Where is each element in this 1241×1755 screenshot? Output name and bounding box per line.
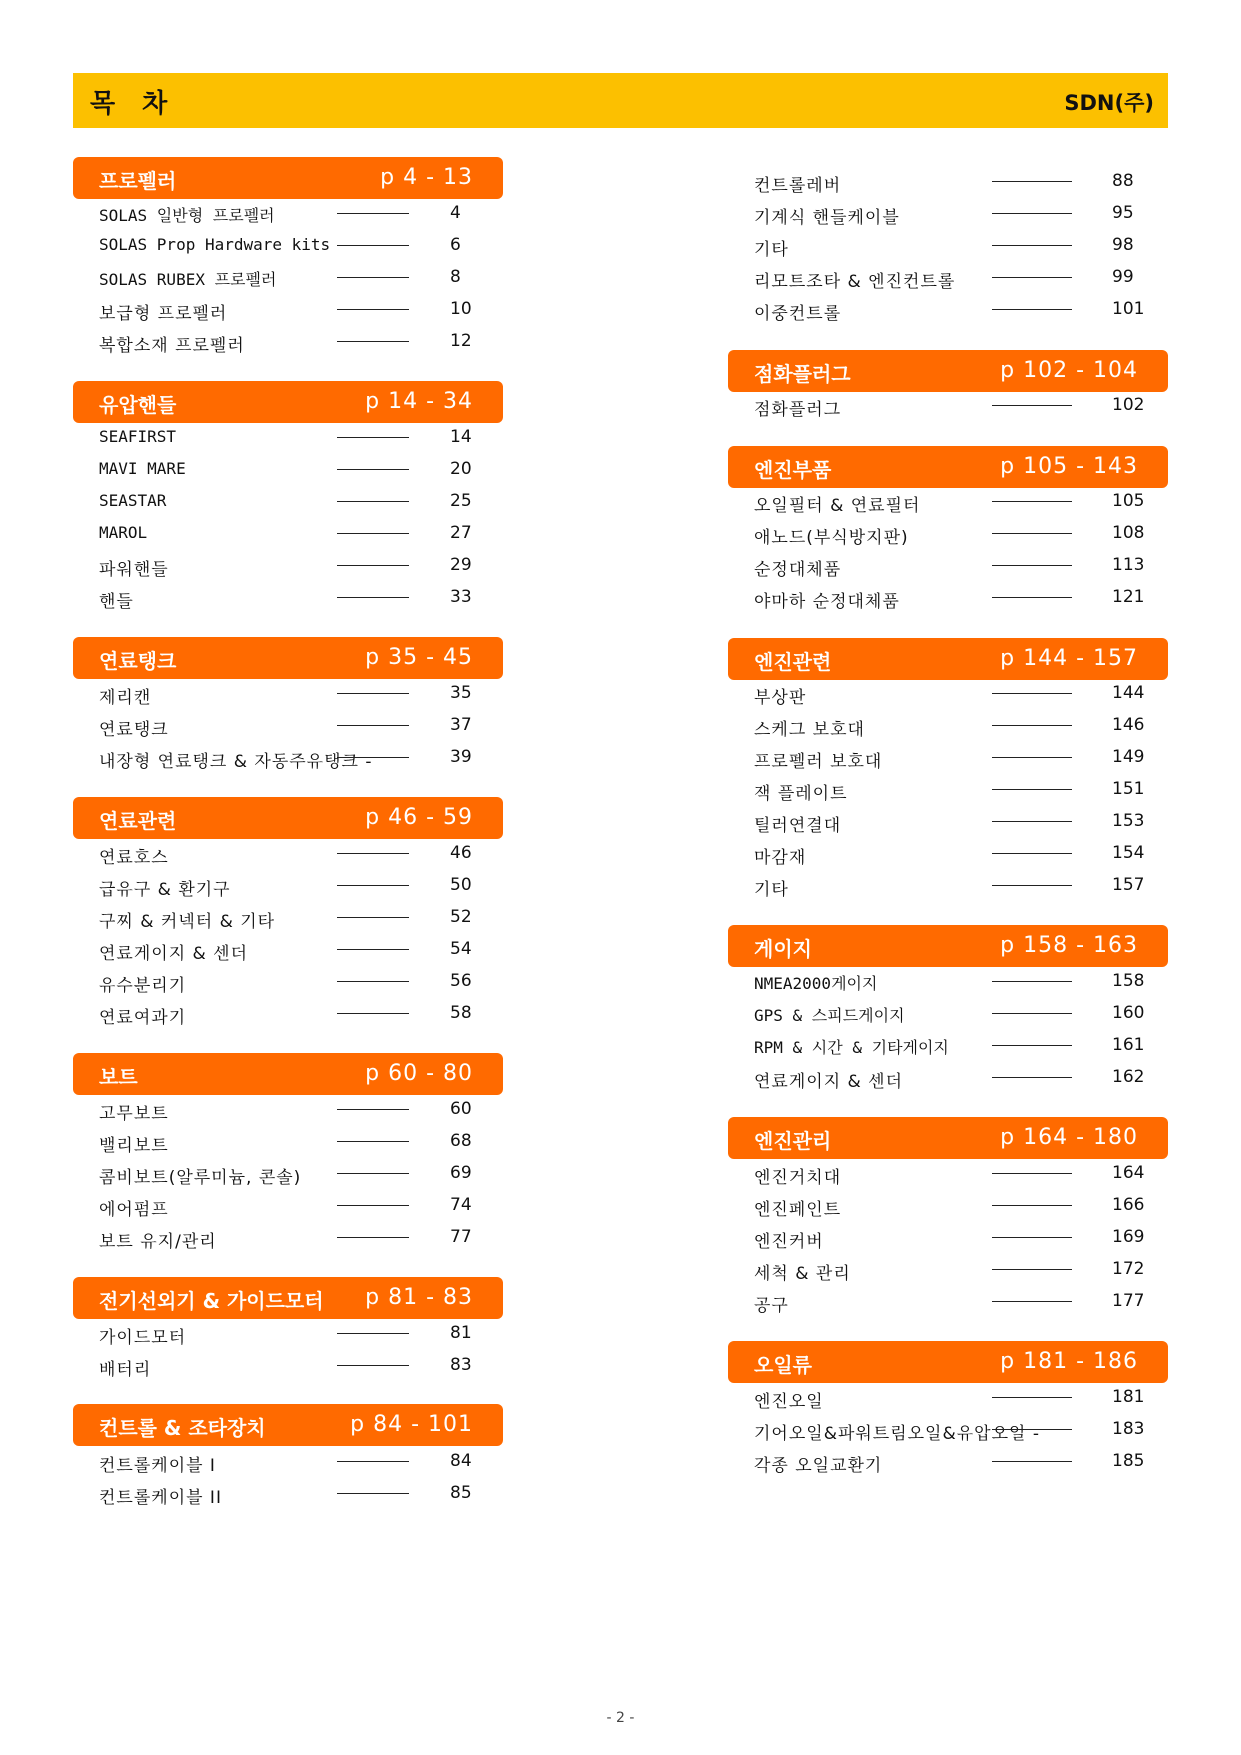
toc-entry[interactable] xyxy=(73,517,503,549)
toc-entry[interactable] xyxy=(728,1157,1168,1189)
section-title: 연료관련 xyxy=(99,809,177,833)
toc-entry-page: 88 xyxy=(1112,171,1134,191)
toc-entry[interactable] xyxy=(73,485,503,517)
leader-line xyxy=(337,757,409,758)
toc-entry[interactable] xyxy=(728,197,1168,229)
leader-line xyxy=(337,1205,409,1206)
leader-line xyxy=(992,885,1072,886)
toc-entry-page: 177 xyxy=(1112,1291,1145,1311)
toc-entry[interactable] xyxy=(73,677,503,709)
section-title: 엔진관련 xyxy=(754,650,832,674)
toc-entry-page: 52 xyxy=(450,907,472,927)
toc-entry-page: 10 xyxy=(450,299,472,319)
toc-entry-page: 181 xyxy=(1112,1387,1145,1407)
toc-entry-page: 46 xyxy=(450,843,472,863)
toc-entry[interactable] xyxy=(728,293,1168,325)
toc-entry[interactable] xyxy=(728,1221,1168,1253)
section-page-range: p 102 - 104 xyxy=(1000,358,1138,383)
toc-entry[interactable] xyxy=(73,1349,503,1381)
toc-entry-label: NMEA2000게이지 xyxy=(754,974,878,993)
toc-entry-page: 12 xyxy=(450,331,472,351)
toc-entry-label: 고무보트 xyxy=(99,1104,169,1124)
leader-line xyxy=(337,1333,409,1334)
toc-entry-label: 기타 xyxy=(754,880,789,900)
toc-entry-label: 에어펌프 xyxy=(99,1200,169,1220)
section-title: 전기선외기 & 가이드모터 xyxy=(99,1289,324,1313)
toc-entry-page: 108 xyxy=(1112,523,1145,543)
toc-entry-page: 101 xyxy=(1112,299,1145,319)
section-page-range: p 144 - 157 xyxy=(1000,646,1138,671)
section-header[interactable] xyxy=(728,1117,1168,1159)
leader-line xyxy=(337,981,409,982)
leader-line xyxy=(992,1269,1072,1270)
section-page-range: p 84 - 101 xyxy=(350,1412,473,1437)
leader-line xyxy=(992,757,1072,758)
toc-entry-page: 68 xyxy=(450,1131,472,1151)
section-page-range: p 60 - 80 xyxy=(365,1061,473,1086)
page-title: 목 차 xyxy=(90,89,177,119)
leader-line xyxy=(337,725,409,726)
toc-entry-label: 엔진오일 xyxy=(754,1392,824,1412)
toc-entry[interactable] xyxy=(728,261,1168,293)
section-header[interactable] xyxy=(73,381,503,423)
toc-entry-label: 오일필터 & 연료필터 xyxy=(754,496,921,516)
toc-entry-label: 연료여과기 xyxy=(99,1008,187,1028)
section-title: 유압핸들 xyxy=(99,393,177,417)
section-header[interactable] xyxy=(73,1404,503,1446)
toc-entry-label: 기계식 핸들케이블 xyxy=(754,208,900,228)
leader-line xyxy=(992,693,1072,694)
leader-line xyxy=(992,1237,1072,1238)
leader-line xyxy=(992,1013,1072,1014)
leader-line xyxy=(992,181,1072,182)
toc-entry-label: 가이드모터 xyxy=(99,1328,187,1348)
section-page-range: p 35 - 45 xyxy=(365,645,473,670)
toc-entry[interactable] xyxy=(728,965,1168,997)
toc-entry[interactable] xyxy=(73,741,503,773)
toc-entry[interactable] xyxy=(728,741,1168,773)
toc-entry-label: RPM & 시간 & 기타게이지 xyxy=(754,1038,949,1057)
section-page-range: p 4 - 13 xyxy=(380,165,473,190)
leader-line xyxy=(992,1429,1072,1430)
toc-entry[interactable] xyxy=(73,997,503,1029)
leader-line xyxy=(992,789,1072,790)
toc-entry[interactable] xyxy=(73,325,503,357)
toc-entry-page: 157 xyxy=(1112,875,1145,895)
toc-entry-label: 엔진커버 xyxy=(754,1232,824,1252)
leader-line xyxy=(992,533,1072,534)
toc-entry-page: 69 xyxy=(450,1163,472,1183)
toc-entry[interactable] xyxy=(728,1413,1168,1445)
toc-entry-label: 내장형 연료탱크 & 자동주유탱크 - xyxy=(99,752,373,772)
section-title: 컨트롤 & 조타장치 xyxy=(99,1416,266,1440)
toc-entry-label: 프로펠러 보호대 xyxy=(754,752,883,772)
toc-entry-label: 스케그 보호대 xyxy=(754,720,865,740)
toc-entry[interactable] xyxy=(728,549,1168,581)
toc-entry[interactable] xyxy=(728,1445,1168,1477)
toc-entry-label: 콤비보트(알루미늄, 콘솔) xyxy=(99,1168,302,1188)
toc-entry-page: 29 xyxy=(450,555,472,575)
toc-entry-page: 6 xyxy=(450,235,461,255)
toc-entry-page: 154 xyxy=(1112,843,1145,863)
toc-entry-page: 33 xyxy=(450,587,472,607)
section-header[interactable] xyxy=(73,1053,503,1095)
section-page-range: p 164 - 180 xyxy=(1000,1125,1138,1150)
toc-entry-page: 172 xyxy=(1112,1259,1145,1279)
section-page-range: p 14 - 34 xyxy=(365,389,473,414)
toc-entry-label: 공구 xyxy=(754,1296,789,1316)
toc-entry[interactable] xyxy=(728,773,1168,805)
toc-entry[interactable] xyxy=(73,453,503,485)
leader-line xyxy=(337,469,409,470)
page-number: - 2 - xyxy=(606,1710,635,1726)
toc-entry-label: 점화플러그 xyxy=(754,400,842,420)
toc-entry-label: SEAFIRST xyxy=(99,427,177,446)
section-page-range: p 81 - 83 xyxy=(365,1285,473,1310)
toc-entry-page: 27 xyxy=(450,523,472,543)
toc-entry-label: SOLAS Prop Hardware kits xyxy=(99,235,331,254)
leader-line xyxy=(337,533,409,534)
leader-line xyxy=(992,1077,1072,1078)
toc-entry-label: 연료호스 xyxy=(99,848,169,868)
toc-entry-label: SEASTAR xyxy=(99,491,167,510)
toc-entry-page: 83 xyxy=(450,1355,472,1375)
leader-line xyxy=(337,1461,409,1462)
toc-entry-label: 파워핸들 xyxy=(99,560,169,580)
toc-entry-page: 25 xyxy=(450,491,472,511)
toc-entry-label: 컨트롤케이블 I xyxy=(99,1456,216,1476)
toc-entry-label: 부상판 xyxy=(754,688,807,708)
toc-entry-label: 유수분리기 xyxy=(99,976,187,996)
toc-entry[interactable] xyxy=(73,1093,503,1125)
toc-entry[interactable] xyxy=(73,421,503,453)
leader-line xyxy=(992,1461,1072,1462)
company-name: SDN(주) xyxy=(1064,91,1154,115)
toc-entry-label: SOLAS RUBEX 프로펠러 xyxy=(99,270,277,289)
section-header[interactable] xyxy=(73,797,503,839)
toc-entry-page: 85 xyxy=(450,1483,472,1503)
leader-line xyxy=(337,853,409,854)
leader-line xyxy=(992,501,1072,502)
leader-line xyxy=(337,597,409,598)
toc-entry-page: 164 xyxy=(1112,1163,1145,1183)
toc-entry-page: 84 xyxy=(450,1451,472,1471)
toc-entry[interactable] xyxy=(73,1125,503,1157)
toc-entry[interactable] xyxy=(73,869,503,901)
toc-entry-page: 77 xyxy=(450,1227,472,1247)
toc-entry[interactable] xyxy=(73,965,503,997)
toc-entry[interactable] xyxy=(73,1317,503,1349)
toc-entry-label: 이중컨트롤 xyxy=(754,304,842,324)
section-page-range: p 181 - 186 xyxy=(1000,1349,1138,1374)
toc-entry[interactable] xyxy=(728,389,1168,421)
toc-entry-label: 엔진거치대 xyxy=(754,1168,842,1188)
toc-entry-label: 연료게이지 & 센더 xyxy=(99,944,249,964)
toc-entry[interactable] xyxy=(73,1157,503,1189)
toc-entry-page: 113 xyxy=(1112,555,1145,575)
toc-entry-label: 구찌 & 커넥터 & 기타 xyxy=(99,912,276,932)
title-bar xyxy=(73,73,1168,128)
toc-entry-page: 166 xyxy=(1112,1195,1145,1215)
toc-entry-page: 144 xyxy=(1112,683,1145,703)
toc-entry-page: 151 xyxy=(1112,779,1145,799)
leader-line xyxy=(992,405,1072,406)
toc-entry-page: 8 xyxy=(450,267,461,287)
toc-entry[interactable] xyxy=(728,709,1168,741)
leader-line xyxy=(337,437,409,438)
leader-line xyxy=(337,213,409,214)
toc-entry-label: 복합소재 프로펠러 xyxy=(99,336,245,356)
toc-entry-page: 56 xyxy=(450,971,472,991)
toc-entry-page: 185 xyxy=(1112,1451,1145,1471)
leader-line xyxy=(992,1397,1072,1398)
leader-line xyxy=(337,341,409,342)
leader-line xyxy=(992,725,1072,726)
section-title: 게이지 xyxy=(754,937,812,961)
leader-line xyxy=(337,1237,409,1238)
toc-entry-label: 연료게이지 & 센더 xyxy=(754,1072,904,1092)
section-header[interactable] xyxy=(728,446,1168,488)
toc-entry-page: 149 xyxy=(1112,747,1145,767)
toc-entry[interactable] xyxy=(73,933,503,965)
toc-entry-label: 마감재 xyxy=(754,848,807,868)
leader-line xyxy=(337,885,409,886)
toc-entry-page: 161 xyxy=(1112,1035,1145,1055)
toc-entry-label: MAROL xyxy=(99,523,148,542)
leader-line xyxy=(992,597,1072,598)
leader-line xyxy=(992,1173,1072,1174)
toc-entry-label: GPS & 스피드게이지 xyxy=(754,1006,905,1025)
section-page-range: p 105 - 143 xyxy=(1000,454,1138,479)
leader-line xyxy=(992,1205,1072,1206)
section-title: 오일류 xyxy=(754,1353,812,1377)
leader-line xyxy=(992,981,1072,982)
leader-line xyxy=(337,309,409,310)
section-title: 엔진부품 xyxy=(754,458,832,482)
toc-entry[interactable] xyxy=(73,709,503,741)
toc-entry[interactable] xyxy=(728,1253,1168,1285)
leader-line xyxy=(337,1141,409,1142)
toc-entry-page: 58 xyxy=(450,1003,472,1023)
leader-line xyxy=(337,1493,409,1494)
toc-entry-page: 14 xyxy=(450,427,472,447)
toc-entry[interactable] xyxy=(73,229,503,261)
toc-entry-page: 39 xyxy=(450,747,472,767)
section-header[interactable] xyxy=(73,157,503,199)
toc-entry-page: 95 xyxy=(1112,203,1134,223)
leader-line xyxy=(337,1013,409,1014)
toc-entry[interactable] xyxy=(73,1445,503,1477)
toc-entry-label: 연료탱크 xyxy=(99,720,169,740)
leader-line xyxy=(992,821,1072,822)
toc-entry-label: 잭 플레이트 xyxy=(754,784,848,804)
leader-line xyxy=(337,949,409,950)
toc-entry-page: 102 xyxy=(1112,395,1145,415)
toc-entry-label: 애노드(부식방지판) xyxy=(754,528,909,548)
toc-entry-label: 제리캔 xyxy=(99,688,152,708)
toc-entry-label: 틸러연결대 xyxy=(754,816,842,836)
toc-entry-label: 엔진페인트 xyxy=(754,1200,842,1220)
leader-line xyxy=(337,1365,409,1366)
toc-entry-label: 컨트롤레버 xyxy=(754,176,842,196)
toc-entry-page: 74 xyxy=(450,1195,472,1215)
toc-entry-label: 세척 & 관리 xyxy=(754,1264,851,1284)
toc-entry-label: 보급형 프로펠러 xyxy=(99,304,228,324)
toc-entry-page: 37 xyxy=(450,715,472,735)
section-header[interactable] xyxy=(728,925,1168,967)
toc-entry-label: 핸들 xyxy=(99,592,134,612)
toc-entry[interactable] xyxy=(73,1477,503,1509)
leader-line xyxy=(337,277,409,278)
section-header[interactable] xyxy=(728,1341,1168,1383)
toc-entry[interactable] xyxy=(728,805,1168,837)
toc-entry[interactable] xyxy=(728,837,1168,869)
leader-line xyxy=(337,693,409,694)
toc-entry-label: 배터리 xyxy=(99,1360,152,1380)
toc-entry[interactable] xyxy=(728,997,1168,1029)
section-title: 보트 xyxy=(99,1065,138,1089)
toc-entry[interactable] xyxy=(728,165,1168,197)
toc-entry[interactable] xyxy=(728,1189,1168,1221)
toc-entry-page: 158 xyxy=(1112,971,1145,991)
toc-entry-label: 기타 xyxy=(754,240,789,260)
toc-entry-page: 35 xyxy=(450,683,472,703)
toc-entry-page: 146 xyxy=(1112,715,1145,735)
toc-entry-page: 50 xyxy=(450,875,472,895)
leader-line xyxy=(337,565,409,566)
toc-entry[interactable] xyxy=(73,837,503,869)
section-title: 점화플러그 xyxy=(754,362,851,386)
toc-entry-page: 99 xyxy=(1112,267,1134,287)
section-title: 연료탱크 xyxy=(99,649,177,673)
toc-entry-label: 기어오일&파워트림오일&유압오일 - xyxy=(754,1424,1040,1444)
toc-entry[interactable] xyxy=(73,197,503,229)
leader-line xyxy=(992,213,1072,214)
toc-entry-label: 밸리보트 xyxy=(99,1136,169,1156)
toc-entry-label: 급유구 & 환기구 xyxy=(99,880,231,900)
toc-entry-page: 121 xyxy=(1112,587,1145,607)
toc-entry[interactable] xyxy=(728,869,1168,901)
toc-entry[interactable] xyxy=(728,1029,1168,1061)
toc-entry-page: 160 xyxy=(1112,1003,1145,1023)
leader-line xyxy=(992,309,1072,310)
leader-line xyxy=(992,277,1072,278)
toc-entry-page: 60 xyxy=(450,1099,472,1119)
toc-entry[interactable] xyxy=(728,517,1168,549)
toc-entry[interactable] xyxy=(73,1221,503,1253)
toc-entry-page: 162 xyxy=(1112,1067,1145,1087)
toc-entry-page: 169 xyxy=(1112,1227,1145,1247)
toc-entry[interactable] xyxy=(728,1381,1168,1413)
section-header[interactable] xyxy=(728,638,1168,680)
leader-line xyxy=(337,245,409,246)
toc-entry-page: 153 xyxy=(1112,811,1145,831)
toc-entry[interactable] xyxy=(728,581,1168,613)
section-header[interactable] xyxy=(73,1277,503,1319)
toc-entry-label: 각종 오일교환기 xyxy=(754,1456,883,1476)
leader-line xyxy=(992,1045,1072,1046)
toc-entry-label: 리모트조타 & 엔진컨트롤 xyxy=(754,272,956,292)
toc-entry[interactable] xyxy=(728,485,1168,517)
section-title: 프로펠러 xyxy=(99,169,177,193)
section-header[interactable] xyxy=(73,637,503,679)
toc-entry-page: 20 xyxy=(450,459,472,479)
toc-entry-page: 4 xyxy=(450,203,461,223)
toc-entry-label: MAVI MARE xyxy=(99,459,186,478)
toc-entry-page: 81 xyxy=(450,1323,472,1343)
toc-entry[interactable] xyxy=(73,581,503,613)
toc-entry[interactable] xyxy=(728,1285,1168,1317)
toc-entry-label: 컨트롤케이블 II xyxy=(99,1488,222,1508)
toc-entry-page: 183 xyxy=(1112,1419,1145,1439)
toc-entry-label: 순정대체품 xyxy=(754,560,842,580)
toc-entry[interactable] xyxy=(73,549,503,581)
leader-line xyxy=(992,853,1072,854)
leader-line xyxy=(337,1109,409,1110)
toc-entry-label: SOLAS 일반형 프로펠러 xyxy=(99,206,275,225)
leader-line xyxy=(337,917,409,918)
leader-line xyxy=(337,1173,409,1174)
leader-line xyxy=(337,501,409,502)
toc-entry[interactable] xyxy=(73,901,503,933)
toc-entry[interactable] xyxy=(73,293,503,325)
toc-entry-label: 야마하 순정대체품 xyxy=(754,592,900,612)
section-page-range: p 158 - 163 xyxy=(1000,933,1138,958)
toc-entry-page: 105 xyxy=(1112,491,1145,511)
toc-entry-page: 54 xyxy=(450,939,472,959)
toc-entry[interactable] xyxy=(728,677,1168,709)
toc-entry[interactable] xyxy=(73,261,503,293)
leader-line xyxy=(992,245,1072,246)
section-title: 엔진관리 xyxy=(754,1129,832,1153)
leader-line xyxy=(992,565,1072,566)
toc-entry-page: 98 xyxy=(1112,235,1134,255)
toc-entry[interactable] xyxy=(728,229,1168,261)
toc-entry[interactable] xyxy=(73,1189,503,1221)
section-page-range: p 46 - 59 xyxy=(365,805,473,830)
toc-entry-label: 보트 유지/관리 xyxy=(99,1232,217,1252)
toc-entry[interactable] xyxy=(728,1061,1168,1093)
leader-line xyxy=(992,1301,1072,1302)
section-header[interactable] xyxy=(728,350,1168,392)
